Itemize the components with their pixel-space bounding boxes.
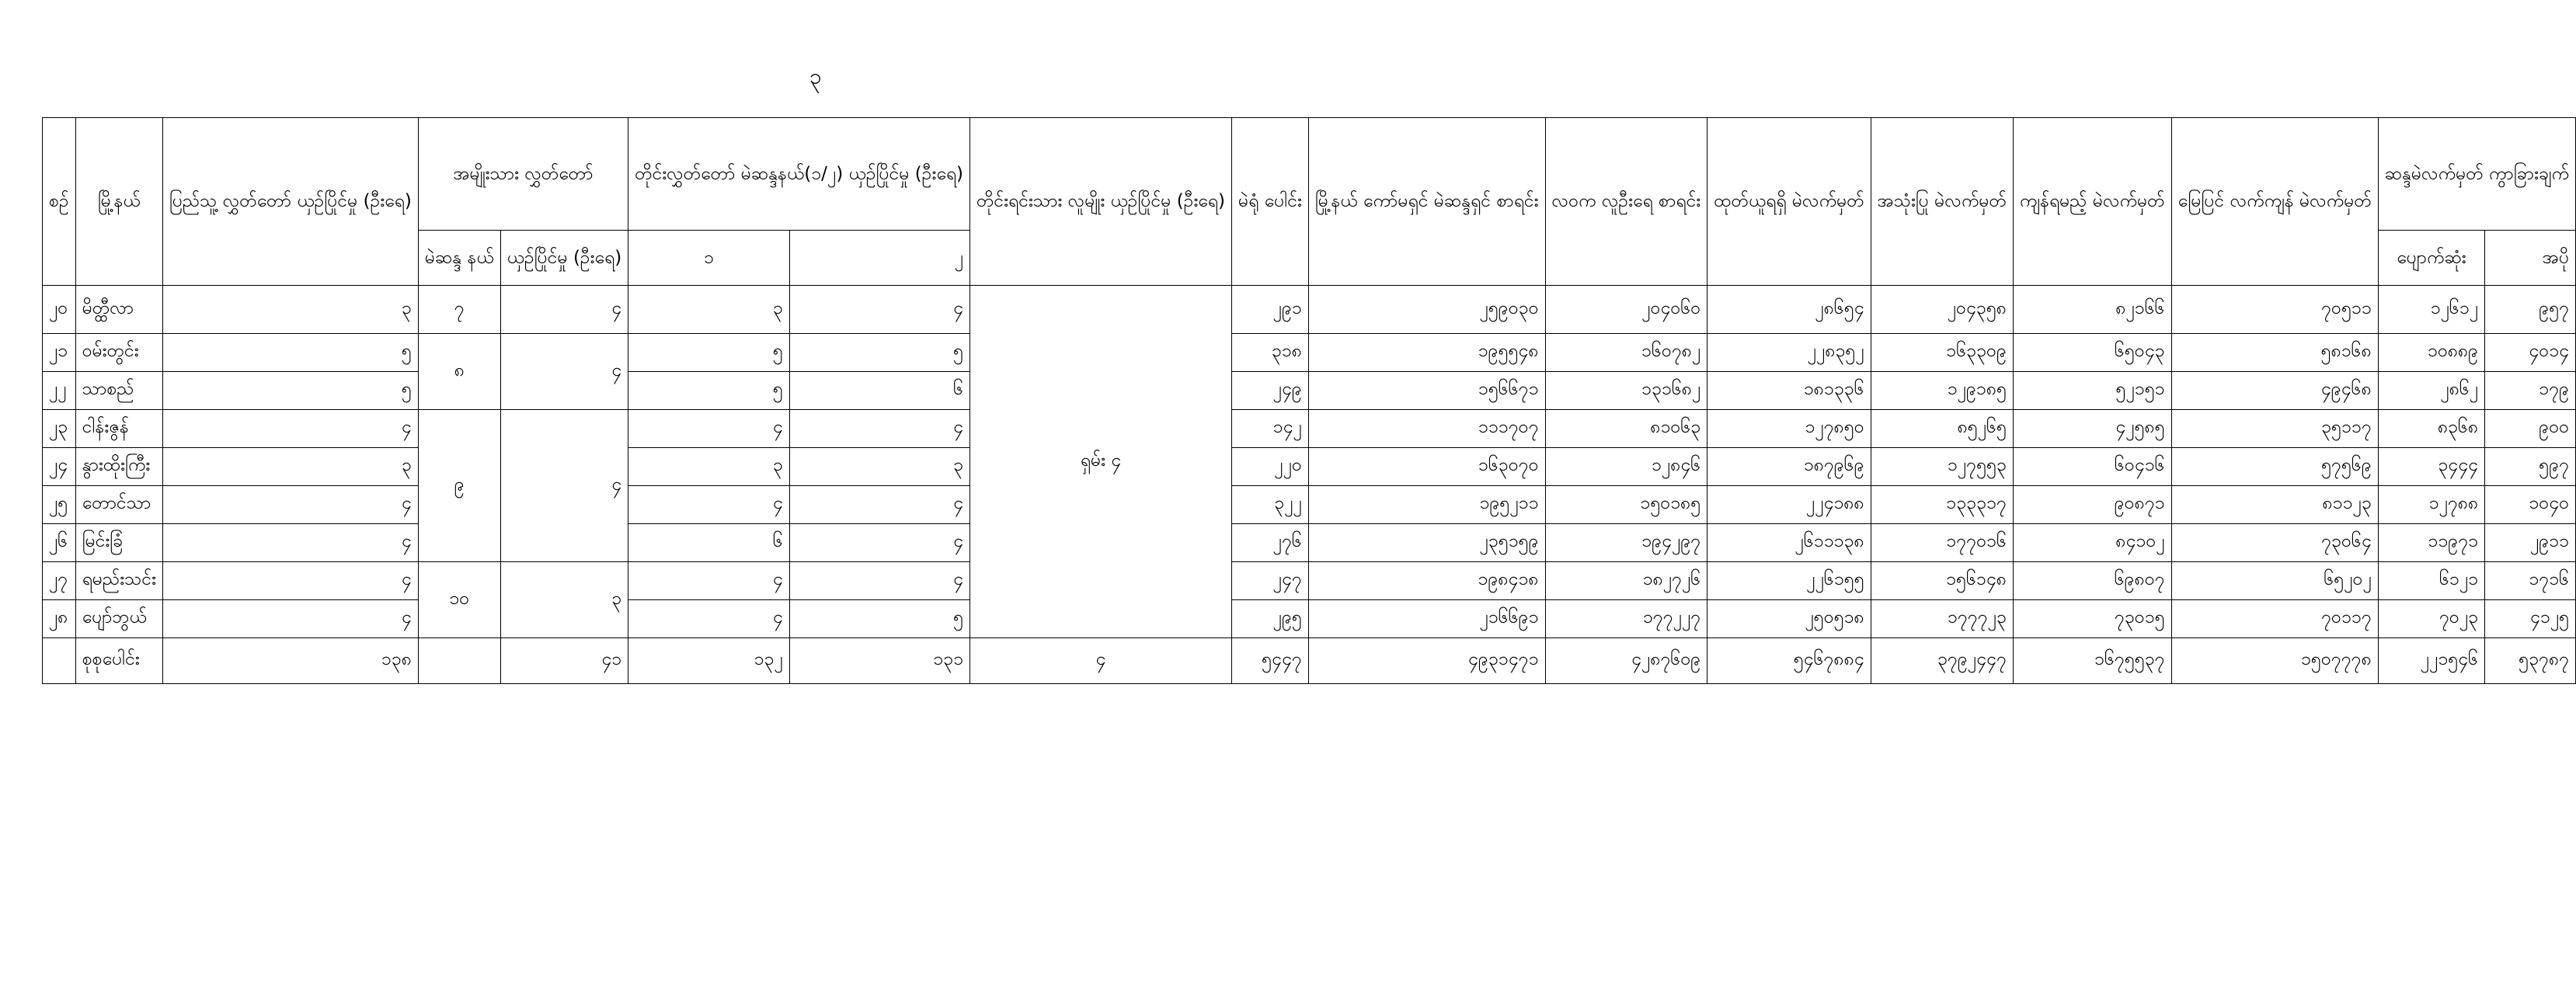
cell-monthly-list: ၁၇၇၂၂၇ xyxy=(1545,600,1707,638)
cell-actual-remaining: ၅၇၅၆၉ xyxy=(2171,448,2378,486)
cell-polling: ၂၉၁ xyxy=(1231,286,1308,334)
cell-pyithu: ၄ xyxy=(162,524,418,562)
cell-pyithu: ၄ xyxy=(162,562,418,600)
cell-polling: ၂၄၉ xyxy=(1231,372,1308,410)
table-row xyxy=(43,410,2576,448)
cell-monthly-list: ၁၉၄၂၉၇ xyxy=(1545,524,1707,562)
cell-received: ၁၂၇၈၅၀ xyxy=(1707,410,1871,448)
cell-polling: ၂၉၅ xyxy=(1231,600,1308,638)
cell-pyithu: ၅ xyxy=(162,372,418,410)
cell-surplus: ၂၉၁၁ xyxy=(2485,524,2576,562)
cell-remaining: ၆၅၀၄၃ xyxy=(2013,334,2171,372)
cell-surplus: ၉၀၀ xyxy=(2485,410,2576,448)
cell-amyotha-contest: ၃ xyxy=(500,562,628,638)
col-header-lost: ပျောက်ဆုံး xyxy=(2378,231,2484,286)
cell-region-1: ၅ xyxy=(628,334,790,372)
cell-lost: ၁၀၈၈၉ xyxy=(2378,334,2484,372)
total-polling: ၅၄၄၇ xyxy=(1231,638,1308,684)
cell-surplus: ၁၀၄၀ xyxy=(2485,486,2576,524)
cell-remaining: ၈၂၁၆၆ xyxy=(2013,286,2171,334)
col-header-monthly-list: လ၀က လူဦးရေ စာရင်း xyxy=(1545,118,1707,286)
cell-monthly-list: ၈၁၀၆၃ xyxy=(1545,410,1707,448)
cell-amyotha-constituency: ၁၀ xyxy=(418,562,500,638)
table-row xyxy=(43,286,2576,334)
total-received: ၅၄၆၇၈၈၄ xyxy=(1707,638,1871,684)
cell-lost: ၆၁၂၁ xyxy=(2378,562,2484,600)
cell-amyotha-contest: ၄ xyxy=(500,286,628,334)
cell-monthly-list: ၁၃၁၆၈၂ xyxy=(1545,372,1707,410)
cell-surplus: ၁၇၁၆ xyxy=(2485,562,2576,600)
total-amyotha-contest: ၄၁ xyxy=(500,638,628,684)
cell-used: ၁၆၃၃၀၉ xyxy=(1871,334,2013,372)
cell-voter-list: ၁၉၅၅၄၈ xyxy=(1308,334,1545,372)
cell-region-1: ၃ xyxy=(628,448,790,486)
cell-remaining: ၇၃၀၁၅ xyxy=(2013,600,2171,638)
col-header-region-2: ၂ xyxy=(789,231,969,286)
cell-used: ၁၅၆၁၄၈ xyxy=(1871,562,2013,600)
cell-region-1: ၄ xyxy=(628,600,790,638)
cell-surplus: ၄၀၁၄ xyxy=(2485,334,2576,372)
cell-surplus: ၉၅၇ xyxy=(2485,286,2576,334)
cell-no: ၂၈ xyxy=(43,600,76,638)
total-surplus: ၅၃၇၈၇ xyxy=(2485,638,2576,684)
cell-used: ၁၃၃၃၁၇ xyxy=(1871,486,2013,524)
total-monthly-list: ၄၂၈၇၆၀၉ xyxy=(1545,638,1707,684)
cell-pyithu: ၃ xyxy=(162,286,418,334)
col-header-ballots-received: ထုတ်ယူရရှိ မဲလက်မှတ် xyxy=(1707,118,1871,286)
cell-no: ၂၄ xyxy=(43,448,76,486)
cell-pyithu: ၅ xyxy=(162,334,418,372)
cell-remaining: ၈၄၁၀၂ xyxy=(2013,524,2171,562)
cell-monthly-list: ၁၆၀၇၈၂ xyxy=(1545,334,1707,372)
cell-amyotha-contest: ၄ xyxy=(500,410,628,562)
col-header-pyithu: ပြည်သူ့ လွှတ်တော် ယှဉ်ပြိုင်မှု (ဦးရေ) xyxy=(162,118,418,286)
table-row xyxy=(43,562,2576,600)
cell-received: ၁၈၇၉၆၉ xyxy=(1707,448,1871,486)
col-header-no: စဉ် xyxy=(43,118,76,286)
cell-surplus: ၅၉၇ xyxy=(2485,448,2576,486)
cell-voter-list: ၂၁၆၆၉၁ xyxy=(1308,600,1545,638)
cell-ethnic: ရှမ်း ၄ xyxy=(970,286,1232,638)
cell-remaining: ၉၀၈၇၁ xyxy=(2013,486,2171,524)
table-row xyxy=(43,334,2576,372)
cell-voter-list: ၁၉၅၂၁၁ xyxy=(1308,486,1545,524)
cell-township: သာစည် xyxy=(75,372,162,410)
total-region-1: ၁၃၂ xyxy=(628,638,790,684)
col-header-township: မြို့နယ် xyxy=(75,118,162,286)
cell-no: ၂၆ xyxy=(43,524,76,562)
cell-region-1: ၄ xyxy=(628,410,790,448)
cell-amyotha-contest: ၄ xyxy=(500,334,628,410)
col-header-ballots-actual-remaining: မြေပြင် လက်ကျန် မဲလက်မှတ် xyxy=(2171,118,2378,286)
col-header-difference: ဆန္ဒမဲလက်မှတ် ကွာခြားချက် xyxy=(2378,118,2575,231)
cell-received: ၂၆၁၁၁၃၈ xyxy=(1707,524,1871,562)
cell-region-1: ၃ xyxy=(628,286,790,334)
cell-region-2: ၄ xyxy=(789,524,969,562)
election-summary-table xyxy=(42,117,2576,684)
total-remaining: ၁၆၇၅၅၃၇ xyxy=(2013,638,2171,684)
total-amyotha-constituency xyxy=(418,638,500,684)
cell-lost: ၈၃၆၈ xyxy=(2378,410,2484,448)
cell-voter-list: ၂၃၅၁၅၉ xyxy=(1308,524,1545,562)
col-header-surplus: အပို xyxy=(2485,231,2576,286)
cell-lost: ၁၂၆၁၂ xyxy=(2378,286,2484,334)
cell-region-1: ၄ xyxy=(628,486,790,524)
cell-pyithu: ၄ xyxy=(162,486,418,524)
cell-region-1: ၆ xyxy=(628,524,790,562)
cell-polling: ၃၂၂ xyxy=(1231,486,1308,524)
cell-actual-remaining: ၆၅၂၀၂ xyxy=(2171,562,2378,600)
cell-polling: ၁၄၂ xyxy=(1231,410,1308,448)
col-header-ballots-remaining: ကျန်ရမည့် မဲလက်မှတ် xyxy=(2013,118,2171,286)
cell-voter-list: ၁၉၈၄၁၈ xyxy=(1308,562,1545,600)
cell-used: ၁၇၇၇၂၃ xyxy=(1871,600,2013,638)
total-pyithu: ၁၃၈ xyxy=(162,638,418,684)
cell-township: နွားထိုးကြီး xyxy=(75,448,162,486)
cell-amyotha-constituency: ၉ xyxy=(418,410,500,562)
cell-polling: ၃၁၈ xyxy=(1231,334,1308,372)
cell-remaining: ၆၉၈၀၇ xyxy=(2013,562,2171,600)
cell-no: ၂၂ xyxy=(43,372,76,410)
col-header-ethnic: တိုင်းရင်းသား လူမျိုး ယှဉ်ပြိုင်မှု (ဦးရေ) xyxy=(970,118,1232,286)
col-header-amyotha-contest: ယှဉ်ပြိုင်မှု (ဦးရေ) xyxy=(500,231,628,286)
cell-no: ၂၁ xyxy=(43,334,76,372)
cell-used: ၁၂၉၁၈၅ xyxy=(1871,372,2013,410)
cell-region-2: ၆ xyxy=(789,372,969,410)
cell-pyithu: ၃ xyxy=(162,448,418,486)
cell-voter-list: ၁၆၃၀၇၀ xyxy=(1308,448,1545,486)
cell-region-2: ၄ xyxy=(789,410,969,448)
cell-township: ပျော်ဘွယ် xyxy=(75,600,162,638)
total-lost: ၂၂၁၅၄၆ xyxy=(2378,638,2484,684)
cell-used: ၁၂၇၅၅၃ xyxy=(1871,448,2013,486)
col-header-polling-stations: မဲရုံ ပေါင်း xyxy=(1231,118,1308,286)
cell-actual-remaining: ၇၃၀၆၄ xyxy=(2171,524,2378,562)
cell-township: တောင်သာ xyxy=(75,486,162,524)
cell-received: ၁၈၁၃၃၆ xyxy=(1707,372,1871,410)
cell-actual-remaining: ၄၉၄၆၈ xyxy=(2171,372,2378,410)
cell-pyithu: ၄ xyxy=(162,600,418,638)
total-region-2: ၁၃၁ xyxy=(789,638,969,684)
col-header-region-1: ၁ xyxy=(628,231,790,286)
cell-township: ရမည်းသင်း xyxy=(75,562,162,600)
cell-township: ငါန်းဇွန် xyxy=(75,410,162,448)
cell-region-1: ၄ xyxy=(628,562,790,600)
cell-lost: ၁၂၇၈၈ xyxy=(2378,486,2484,524)
cell-used: ၂၀၄၃၅၈ xyxy=(1871,286,2013,334)
cell-pyithu: ၄ xyxy=(162,410,418,448)
cell-surplus: ၁၇၉ xyxy=(2485,372,2576,410)
total-actual-remaining: ၁၅၀၇၇၇၈ xyxy=(2171,638,2378,684)
col-header-amyotha: အမျိုးသား လွှတ်တော် xyxy=(418,118,628,231)
cell-actual-remaining: ၈၁၁၂၃ xyxy=(2171,486,2378,524)
cell-received: ၂၂၆၁၅၅ xyxy=(1707,562,1871,600)
cell-township: ဝမ်းတွင်း xyxy=(75,334,162,372)
cell-lost: ၁၁၉၇၁ xyxy=(2378,524,2484,562)
cell-voter-list: ၁၅၆၆၇၁ xyxy=(1308,372,1545,410)
cell-remaining: ၄၂၅၈၅ xyxy=(2013,410,2171,448)
cell-used: ၁၇၇၀၁၆ xyxy=(1871,524,2013,562)
cell-region-2: ၅ xyxy=(789,334,969,372)
col-header-amyotha-constituency: မဲဆန္ဒ နယ် xyxy=(418,231,500,286)
cell-actual-remaining: ၅၈၁၆၈ xyxy=(2171,334,2378,372)
cell-amyotha-constituency: ၇ xyxy=(418,286,500,334)
cell-received: ၂၂၄၁၈၈ xyxy=(1707,486,1871,524)
total-ethnic: ၄ xyxy=(970,638,1232,684)
cell-voter-list: ၁၁၁၇၀၇ xyxy=(1308,410,1545,448)
cell-remaining: ၅၂၁၅၁ xyxy=(2013,372,2171,410)
cell-township: မြင်းခြံ xyxy=(75,524,162,562)
cell-region-2: ၃ xyxy=(789,448,969,486)
cell-polling: ၂၄၇ xyxy=(1231,562,1308,600)
col-header-region: တိုင်းလွှတ်တော် မဲဆန္ဒနယ်(၁/၂) ယှဉ်ပြိုင်မှု (ဦးရေ) xyxy=(628,118,970,231)
cell-no xyxy=(43,638,76,684)
cell-actual-remaining: ၇၀၅၁၁ xyxy=(2171,286,2378,334)
cell-monthly-list: ၁၈၂၇၂၆ xyxy=(1545,562,1707,600)
cell-received: ၂၅၀၅၁၈ xyxy=(1707,600,1871,638)
cell-received: ၂၂၈၃၅၂ xyxy=(1707,334,1871,372)
cell-monthly-list: ၁၂၈၄၆ xyxy=(1545,448,1707,486)
cell-actual-remaining: ၃၅၁၁၇ xyxy=(2171,410,2378,448)
cell-voter-list: ၂၅၉၀၃၀ xyxy=(1308,286,1545,334)
cell-region-2: ၄ xyxy=(789,286,969,334)
cell-lost: ၇၀၂၃ xyxy=(2378,600,2484,638)
col-header-ballots-used: အသုံးပြု မဲလက်မှတ် xyxy=(1871,118,2013,286)
cell-polling: ၂၇၆ xyxy=(1231,524,1308,562)
cell-lost: ၃၄၄၄ xyxy=(2378,448,2484,486)
cell-surplus: ၄၁၂၅ xyxy=(2485,600,2576,638)
page-number: ၃ xyxy=(809,64,822,89)
total-voter-list: ၄၉၃၁၄၇၁ xyxy=(1308,638,1545,684)
total-used: ၃၇၉၂၄၄၇ xyxy=(1871,638,2013,684)
cell-township: မိတ္ထီလာ xyxy=(75,286,162,334)
cell-actual-remaining: ၇၀၁၁၇ xyxy=(2171,600,2378,638)
cell-region-2: ၄ xyxy=(789,486,969,524)
cell-remaining: ၆၀၄၁၆ xyxy=(2013,448,2171,486)
cell-lost: ၂၈၆၂ xyxy=(2378,372,2484,410)
cell-no: ၂၀ xyxy=(43,286,76,334)
cell-received: ၂၈၆၅၄ xyxy=(1707,286,1871,334)
cell-region-2: ၅ xyxy=(789,600,969,638)
cell-amyotha-constituency: ၈ xyxy=(418,334,500,410)
cell-monthly-list: ၁၅၀၁၈၅ xyxy=(1545,486,1707,524)
cell-region-2: ၄ xyxy=(789,562,969,600)
col-header-voter-list: မြို့နယ် ကော်မရှင် မဲဆန္ဒရှင် စာရင်း xyxy=(1308,118,1545,286)
cell-no: ၂၇ xyxy=(43,562,76,600)
totals-row xyxy=(43,638,2576,684)
cell-polling: ၂၂၀ xyxy=(1231,448,1308,486)
cell-region-1: ၅ xyxy=(628,372,790,410)
cell-monthly-list: ၂၀၄၀၆၀ xyxy=(1545,286,1707,334)
totals-label: စုစုပေါင်း xyxy=(75,638,162,684)
cell-no: ၂၅ xyxy=(43,486,76,524)
cell-no: ၂၃ xyxy=(43,410,76,448)
cell-used: ၈၅၂၆၅ xyxy=(1871,410,2013,448)
